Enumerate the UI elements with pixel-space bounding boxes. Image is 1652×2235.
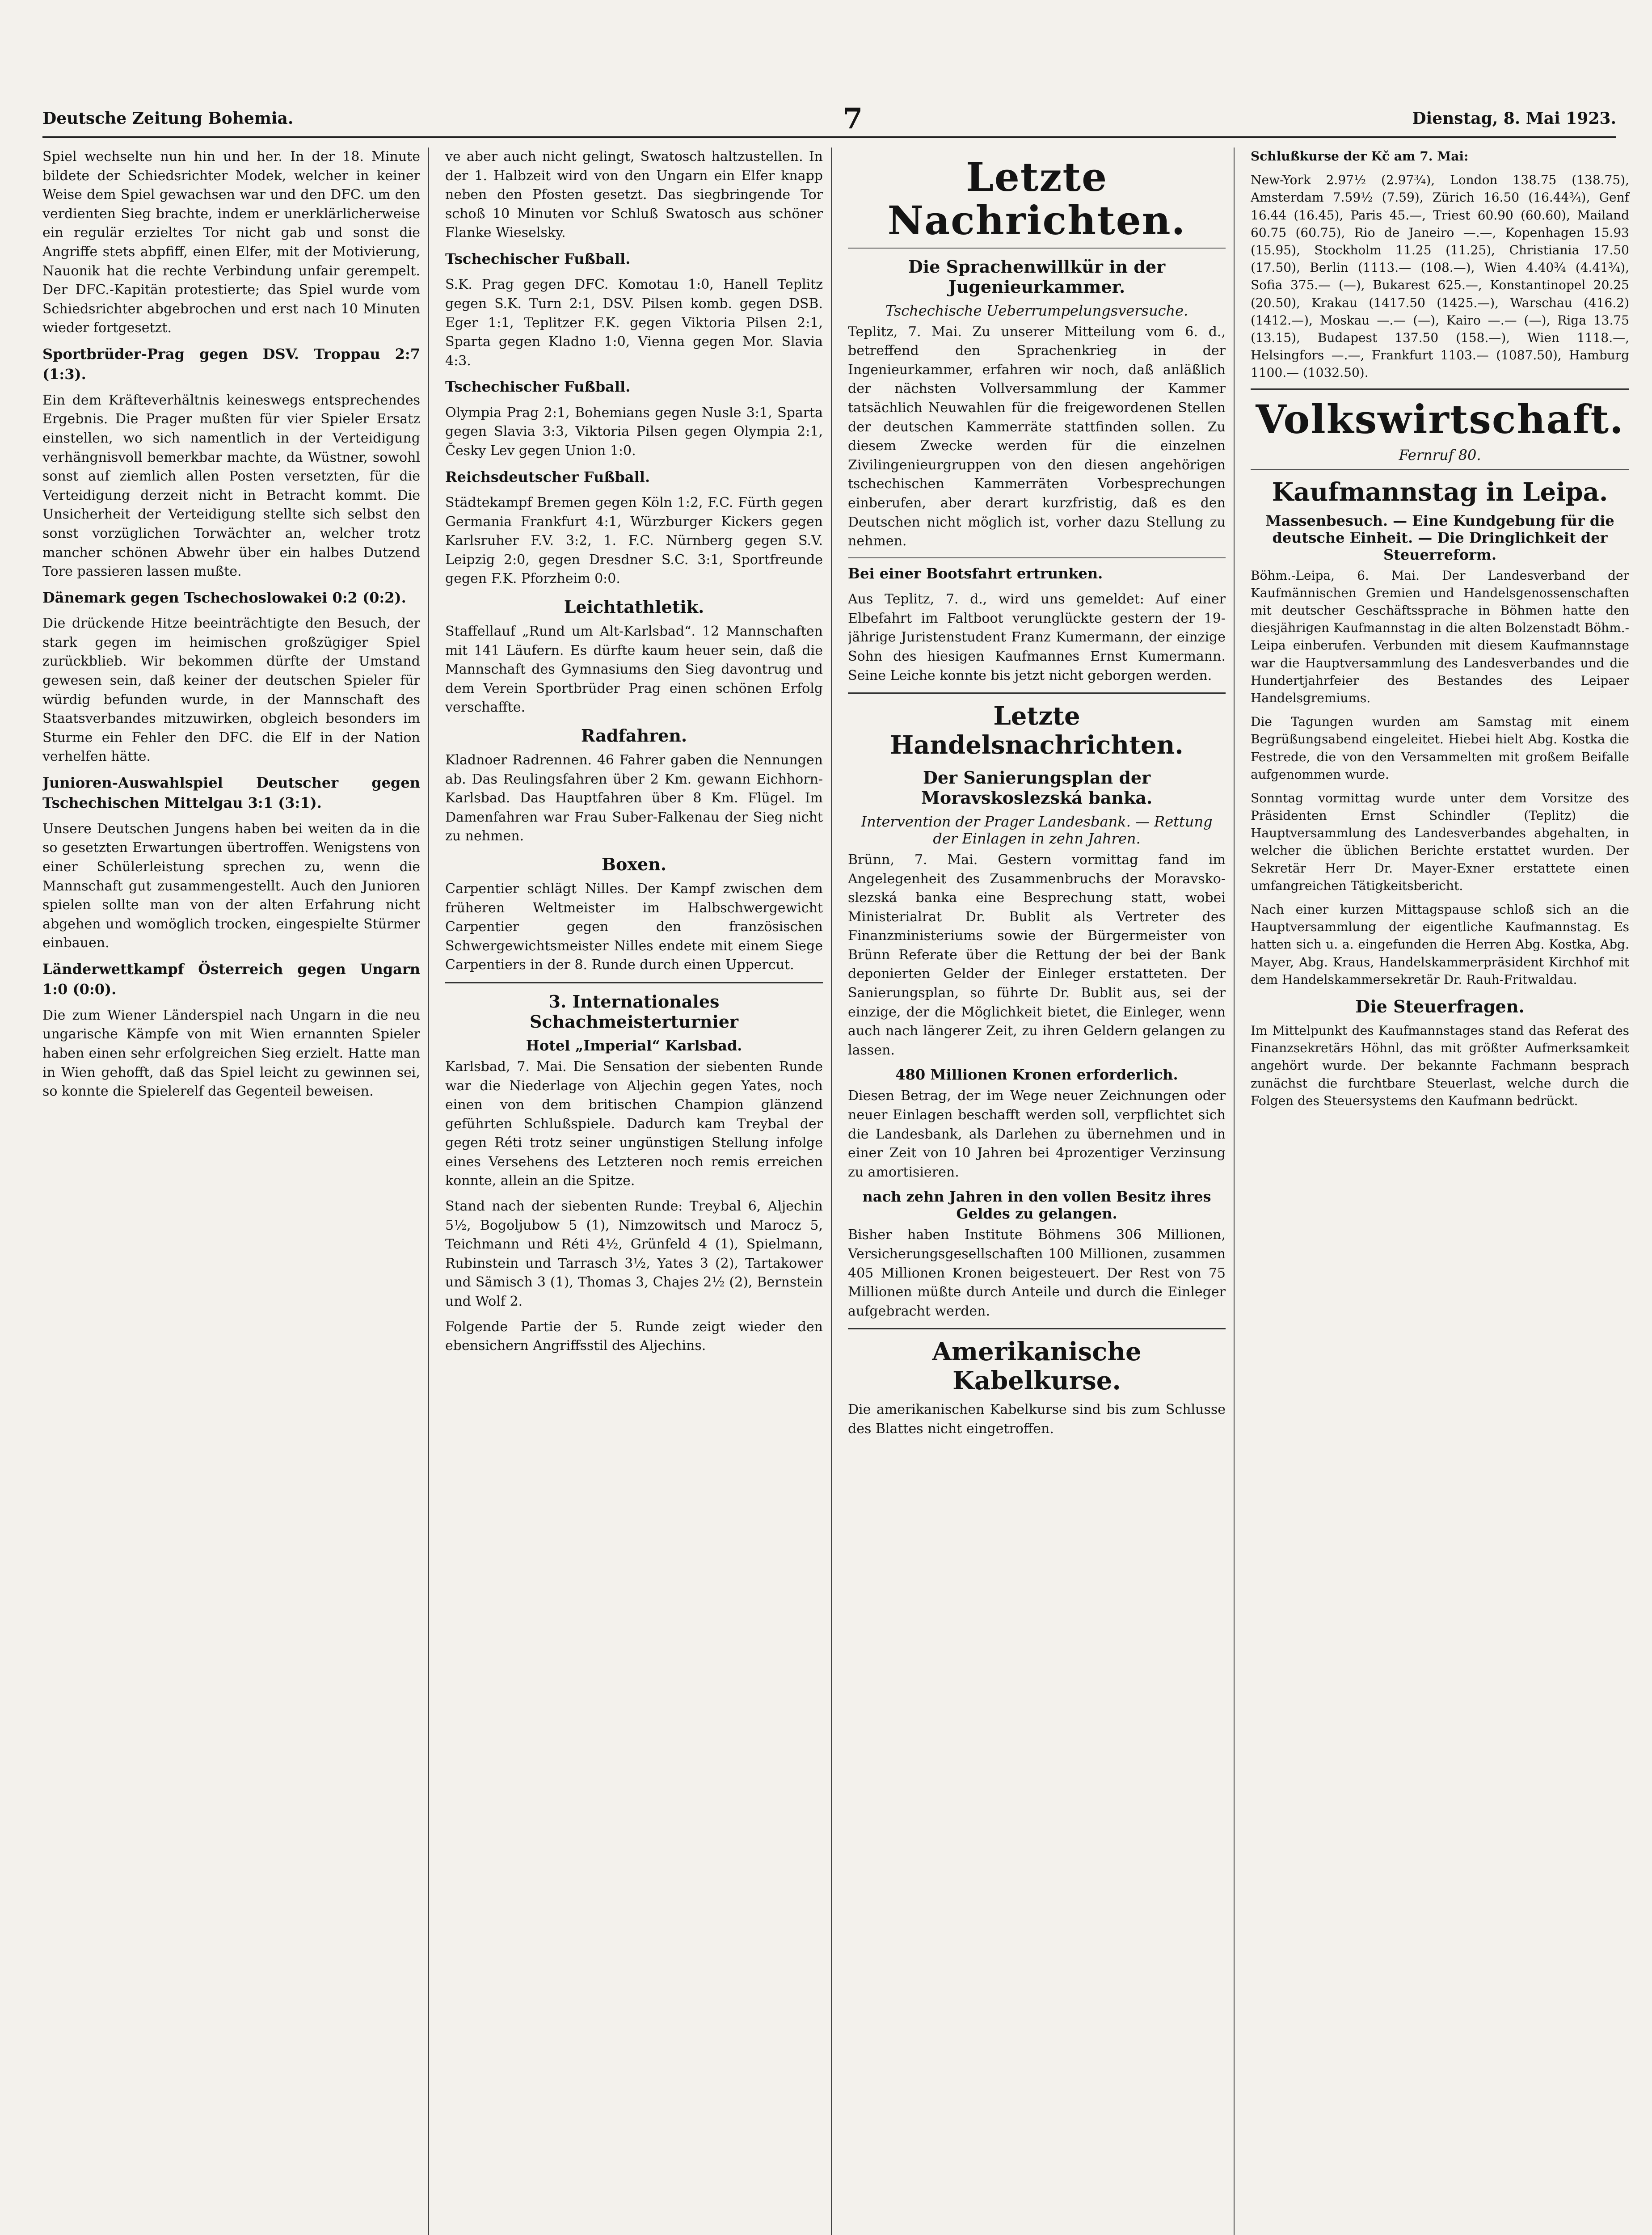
heading-letzte-handelsnachrichten: Letzte Handelsnachrichten. <box>890 701 1184 760</box>
sport-text-9: Städtekampf Bremen gegen Köln 1:2, F.C. Fürth gegen Germania Frankfurt 4:1, Würzburger Kickers gegen Karlsruher F.V. 3:2, 1. F.C. Nürnberg gegen S.V. Leipzig 2:0, gegen Dresdner S.C. 3:1, Sportfreunde gegen F.K. Pforzheim 0:0. <box>445 495 823 587</box>
heading-bootsfahrt: Bei einer Bootsfahrt ertrunken. <box>848 565 1103 582</box>
fernruf-label: Fernruf 80. <box>1399 447 1481 464</box>
sport-text-5: Die zum Wiener Länderspiel nach Ungarn in die neu ungarische Kämpfe von mit Wien ernannten Spieler haben einen sehr erfolgreichen Sieg erzielt. Hatte man in Wien gehofft, daß das Spiel leicht zu gewinnen sei, so konnte die Spielerelf das Gegenteil beweisen. <box>42 1007 420 1100</box>
divider <box>848 248 1226 249</box>
sport-text-1: Spiel wechselte nun hin und her. In der 18. Minute bildete der Schiedsrichter Modek, welcher in keiner Weise dem Spiel gewachsen war und den DFC. um den verdienten Sieg brachte, indem er unerklärlicherweise ein regulär erzieltes Tor nicht gab und sonst die Angriffe stets abpfiff, einen Elfer, mit der Motivierung, Nauonik hat die rechte Verbindung unfair gerempelt. Der DFC.-Kapitän protestierte; das Spiel wurde vom Schiedsrichter abgebrochen und erst nach 10 Minuten wieder fortgesetzt. <box>42 149 420 336</box>
divider <box>848 557 1226 558</box>
masthead <box>42 101 1616 138</box>
heading-tschech-fussball-2: Tschechischer Fußball. <box>445 378 631 396</box>
sport-heading-laenderkampf: Länderwettkampf Österreich gegen Ungarn 1:0 (0:0). <box>42 960 420 998</box>
column-1 <box>42 148 429 2235</box>
column-2 <box>445 148 832 2235</box>
heading-radfahren: Radfahren. <box>581 725 687 746</box>
heading-volkswirtschaft: Volkswirtschaft. <box>1256 396 1624 443</box>
subheading-480-millionen: 480 Millionen Kronen erforderlich. <box>895 1066 1178 1084</box>
heading-reichsdeutsch: Reichsdeutscher Fußball. <box>445 468 650 485</box>
heading-kabelkurse: Amerikanische Kabelkurse. <box>932 1337 1142 1396</box>
news-text-3: Brünn, 7. Mai. Gestern vormittag fand im Angelegenheit des Zusammenbruchs der Moravsko-slezská banka eine Besprechung statt, wobei Ministerialrat Dr. Bublit als Vertreter des Finanzministeriums sowie der Bürgermeister von Brünn Referate über die Rettung der bei der Bank deponierten Gelder der Einleger erstatteten. Der Sanierungsplan, so führte Dr. Bublit aus, sei der einzige, der die Möglichkeit bietet, die Einleger, wenn auch nach längerer Zeit, zu ihren Geldern gelangen zu lassen. <box>848 852 1226 1058</box>
news-text-1: Teplitz, 7. Mai. Zu unserer Mitteilung vom 6. d., betreffend den Sprachenkrieg in der Ingenieurkammer, erfahren wir noch, daß anläßlich der nächsten Vollversammlung der Kammer tatsächlich Neuwahlen für die freigewordenen Stellen der deutschen Kammerräte stattfinden sollen. Zu diesem Zwecke werden für die einzelnen Zivilingenieurgruppen von den diesen angehörigen tschechischen Kammerräten Vorbesprechungen einberufen, aber derart kurzfristig, daß es den Deutschen nicht möglich ist, vorher dazu Stellung zu nehmen. <box>848 324 1226 549</box>
chess-text-2: Stand nach der siebenten Runde: Treybal 6, Aljechin 5½, Bogoljubow 5 (1), Nimzowitsch und Marocz 5, Teichmann und Réti 4½, Grünfeld 4 (1), Spielmann, Rubinstein und Tarrasch 3½, Yates 3 (2), Tartakower und Sämisch 3 (1), Thomas 3, Chajes 2½ (2), Bernstein und Wolf 2. <box>445 1198 823 1310</box>
sport-text-10: Staffellauf „Rund um Alt-Karlsbad“. 12 Mannschaften mit 141 Läufern. Es dürfte kaum heuer sein, daß die Mannschaft des Gymnasiums den Sieg davontrug und dem Verein Sportbrüder Prag einen schönen Erfolg verschaffte. <box>445 624 823 716</box>
heading-kaufmannstag: Kaufmannstag in Leipa. <box>1272 477 1608 507</box>
masthead-paper-name: Deutsche Zeitung Bohemia. <box>42 109 294 128</box>
exchange-rates: New-York 2.97½ (2.97¾), London 138.75 (138.75), Amsterdam 7.59½ (7.59), Zürich 16.50 (16.44¾), Genf 16.44 (16.45), Paris 45.—, Triest 60.90 (60.60), Mailand 60.75 (60.75), Rio de Janeiro —.—, Kopenhagen 15.93 (15.95), Stockholm 11.25 (11.25), Christiania 17.50 (17.50), Berlin (1113.— (108.—), Wien 4.40¾ (4.41¾), Sofia 375.— (—), Bukarest 625.—, Konstantinopel 20.25 (20.50), Krakau (1417.50 (1425.—), Warschau (416.2) (1412.—), Moskau —.— (—), Kairo —.— (—), Riga 13.75 (13.15), Budapest 137.50 (158.—), Wien 1118.—, Helsingfors —.—, Frankfurt 1103.— (1087.50), Hamburg 1100.— (1032.50). <box>1251 173 1629 380</box>
column-3 <box>848 148 1235 2235</box>
page-number: 7 <box>843 101 863 135</box>
subheading-hotel: Hotel „Imperial“ Karlsbad. <box>526 1037 742 1054</box>
heading-sprachenwillkuer: Die Sprachenwillkür in der Jugenieurkammer. <box>908 256 1166 297</box>
subheading-zehn-jahre: nach zehn Jahren in den vollen Besitz ihres Geldes zu gelangen. <box>862 1188 1211 1223</box>
divider <box>1251 469 1629 470</box>
divider <box>848 1328 1226 1329</box>
heading-schlusskurse: Schlußkurse der Kč am 7. Mai: <box>1251 149 1469 164</box>
sport-text-11: Kladnoer Radrennen. 46 Fahrer gaben die Nennungen ab. Das Reulingsfahren über 2 Km. gewann Eichhorn-Karlsbad. Das Hauptfahren über 8 Km. Flügel. Im Damenfahren war Frau Suber-Falkenau der Sieg nicht zu nehmen. <box>445 752 823 844</box>
subheading-intervention: Intervention der Prager Landesbank. — Rettung der Einlagen in zehn Jahren. <box>861 813 1213 847</box>
econ-text-1: Böhm.-Leipa, 6. Mai. Der Landesverband der Kaufmännischen Gremien und Handelsgenossenschaften mit deutscher Geschäftssprache in Böhmen hatte den diesjährigen Kaufmannstag in die alten Bolzenstadt Böhm.-Leipa einberufen. Verbunden mit diesem Kaufmannstage war die Hauptversammlung des Landesverbandes und die Hundertjahrfeier des Bestandes des Leipaer Handelsgremiums. <box>1251 568 1629 705</box>
column-4 <box>1251 148 1637 2235</box>
sport-text-3: Die drückende Hitze beeinträchtigte den Besuch, der stark gegen im heimischen großzügiger Spiel zurückblieb. Wir bekommen dürfte der Umstand gewesen sein, daß keiner der deutschen Spieler für würdig befunden wurde, in der Mannschaft des Staatsverbandes mitzuwirken, obgleich besonders im Sturme ein Fehler den DFC. die Elf in der Nation verhelfen hätte. <box>42 616 420 765</box>
sport-heading-daenemark: Dänemark gegen Tschechoslowakei 0:2 (0:2). <box>42 589 406 606</box>
heading-boxen: Boxen. <box>601 854 667 874</box>
news-text-6: Die amerikanischen Kabelkurse sind bis zum Schlusse des Blattes nicht eingetroffen. <box>848 1402 1226 1437</box>
sport-text-4: Unsere Deutschen Jungens haben bei weiten da in die so gesetzten Erwartungen übertroffen. Wenigstens von einer Schülerleistung sprechen zu, wenn die Mannschaft gut zusammengestellt. Auch den Junioren spielen sollte man von der alten Erfahrung nicht abgehen und womöglich trocken, eingespielte Stürmer einbauen. <box>42 821 420 951</box>
sport-text-7: S.K. Prag gegen DFC. Komotau 1:0, Hanell Teplitz gegen S.K. Turn 2:1, DSV. Pilsen komb. gegen DSB. Eger 1:1, Teplitzer F.K. gegen Viktoria Pilsen 2:1, Sparta gegen Kladno 1:0, Vienna gegen Mor. Slavia 4:3. <box>445 277 823 369</box>
news-text-2: Aus Teplitz, 7. d., wird uns gemeldet: Auf einer Elbefahrt im Faltboot verunglückte gestern der 19-jährige Juristenstudent Franz Kumermann, der einzige Sohn des hiesigen Kaufmannes Ernst Kumermann. Seine Leiche konnte bis jetzt nicht geborgen werden. <box>848 591 1226 683</box>
sport-heading-sportbrueder: Sportbrüder-Prag gegen DSV. Troppau 2:7 (1:3). <box>42 345 420 383</box>
heading-schachturnier: 3. Internationales Schachmeisterturnier <box>529 991 739 1032</box>
divider <box>848 692 1226 694</box>
sport-text-8: Olympia Prag 2:1, Bohemians gegen Nusle 3:1, Sparta gegen Slavia 3:3, Viktoria Pilsen gegen Olympia 2:1, Česky Lev gegen Union 1:0. <box>445 405 823 459</box>
sport-text-2: Ein dem Kräfteverhältnis keineswegs entsprechendes Ergebnis. Die Prager mußten für vier Spieler Ersatz einstellen, wo sich namentlich in der Verteidigung verhängnisvoll bemerkbar machte, da Wüstner, sowohl sonst auf ziemlich allen Posten versetzten, für die Verteidigung derzeit nicht in Betracht kommt. Die Unsicherheit der Verteidigung stellte sich selbst den sonst vorzüglichen Torwächter an, welcher trotz mancher schönen Abwehr über ein halbes Dutzend Tore passieren lassen mußte. <box>42 392 420 580</box>
heading-steuerfragen: Die Steuerfragen. <box>1355 996 1525 1016</box>
chess-text-1: Karlsbad, 7. Mai. Die Sensation der siebenten Runde war die Niederlage von Aljechin gegen Yates, noch einen von dem britischen Champion glänzend geführten Schlußspiele. Dadurch kam Treybal der gegen Réti trotz seiner ungünstigen Stellung infolge eines Versehens des Letzteren noch remis erreichen konnte, allein an die Spitze. <box>445 1058 823 1189</box>
heading-leichtathletik: Leichtathletik. <box>564 597 704 617</box>
news-text-4: Diesen Betrag, der im Wege neuer Zeichnungen oder neuer Einlagen beschafft werden soll, verpflichtet sich die Landesbank, als Darlehen zu übernehmen und in einer Zeit von 10 Jahren bei 4prozentiger Verzinsung zu amortisieren. <box>848 1088 1226 1180</box>
sport-text-12: Carpentier schlägt Nilles. Der Kampf zwischen dem früheren Weltmeister im Halbschwergewicht Carpentier gegen den französischen Schwergewichtsmeister Nilles endete mit einem Siege Carpentiers in der 8. Runde durch einen Uppercut. <box>445 881 823 973</box>
subheading-massenbesuch: Massenbesuch. — Eine Kundgebung für die deutsche Einheit. — Die Dringlichkeit der Steuerreform. <box>1265 512 1614 563</box>
heading-sanierungsplan: Der Sanierungsplan der Moravskoslezská banka. <box>921 767 1153 808</box>
subheading-ueberrumpelung: Tschechische Ueberrumpelungsversuche. <box>885 302 1188 319</box>
masthead-date: Dienstag, 8. Mai 1923. <box>1412 109 1616 128</box>
heading-tschech-fussball-1: Tschechischer Fußball. <box>445 250 631 267</box>
chess-text-3: Folgende Partie der 5. Runde zeigt wieder den ebensichern Angriffsstil des Aljechins. <box>445 1319 823 1354</box>
divider <box>1251 388 1629 390</box>
sport-heading-junioren: Junioren-Auswahlspiel Deutscher gegen Tschechischen Mittelgau 3:1 (3:1). <box>42 774 420 812</box>
econ-text-5: Im Mittelpunkt des Kaufmannstages stand das Referat des Finanzsekretärs Höhnl, das mit größter Aufmerksamkeit angehört wurde. Der bekannte Fachmann besprach zunächst die furchtbare Steuerlast, welche durch die Folgen des Steuersystems den Kaufmann bedrückt. <box>1251 1023 1629 1108</box>
sport-text-6: ve aber auch nicht gelingt, Swatosch haltzustellen. In der 1. Halbzeit wird von den Ungarn ein Elfer knapp neben den Pfosten gesetzt. Das siegbringende Tor schoß 10 Minuten vor Schluß Swatosch aus schöner Flanke Wieselsky. <box>445 149 823 241</box>
divider <box>445 982 823 983</box>
heading-letzte-nachrichten: Letzte Nachrichten. <box>887 154 1186 244</box>
econ-text-4: Nach einer kurzen Mittagspause schloß sich an die Hauptversammlung der eigentliche Kaufmannstag. Es hatten sich u. a. eingefunden die Herren Abg. Kostka, Abg. Mayer, Abg. Kraus, Handelskammerpräsident Kirchhof mit dem Handelskammersekretär Dr. Rauh-Fritwaldau. <box>1251 902 1629 987</box>
columns <box>42 148 1629 2235</box>
econ-text-3: Sonntag vormittag wurde unter dem Vorsitze des Präsidenten Ernst Schindler (Teplitz) die Hauptversammlung des Landesverbandes abgehalten, in welcher die üblichen Berichte erstattet wurden. Der Sekretär Herr Dr. Mayer-Exner erstattete einen umfangreichen Tätigkeitsbericht. <box>1251 790 1629 893</box>
news-text-5: Bisher haben Institute Böhmens 306 Millionen, Versicherungsgesellschaften 100 Millionen, zusammen 405 Millionen Kronen beigesteuert. Der Rest von 75 Millionen müßte durch Anteile und durch die Einleger aufgebracht werden. <box>848 1227 1226 1319</box>
econ-text-2: Die Tagungen wurden am Samstag mit einem Begrüßungsabend eingeleitet. Hiebei hielt Abg. Kostka die Festrede, die von den Versammelten mit großem Beifalle aufgenommen wurde. <box>1251 714 1629 782</box>
